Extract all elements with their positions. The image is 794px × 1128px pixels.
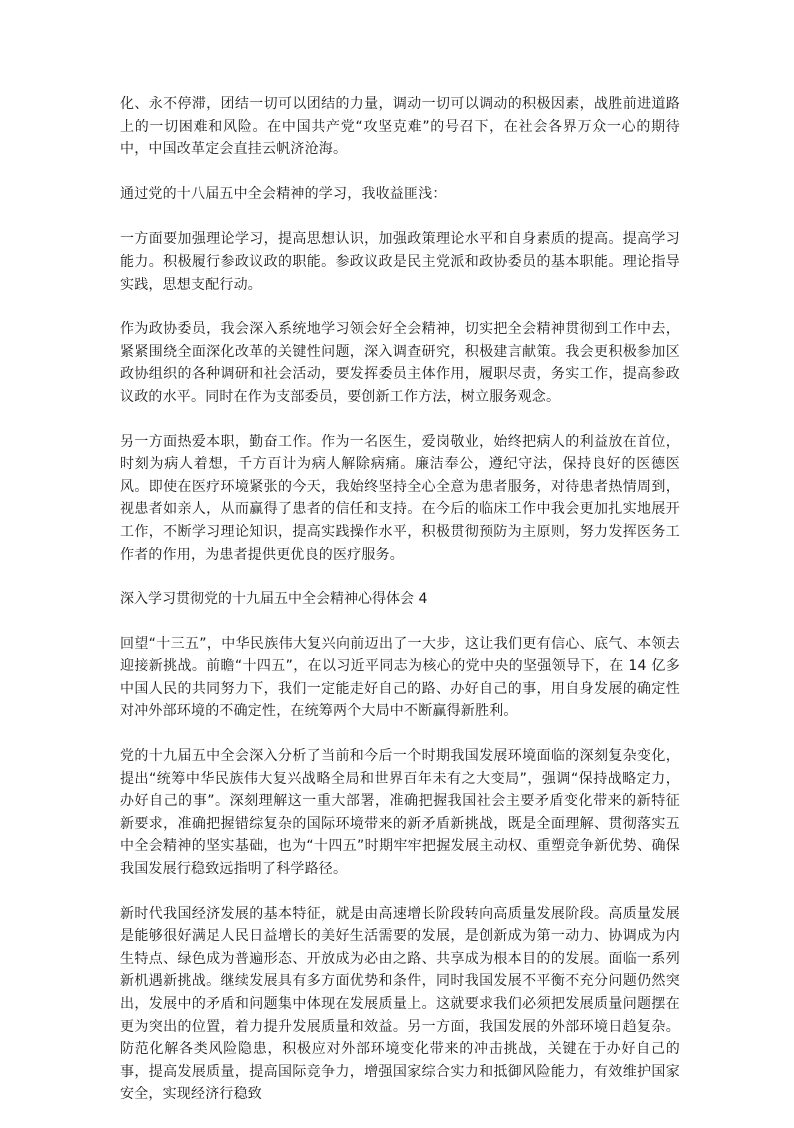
paragraph-8: 新时代我国经济发展的基本特征，就是由高速增长阶段转向高质量发展阶段。高质量发展是能够很好满足人民日益增长的美好生活需要的发展，是创新成为第一动力、协调成为内生特点、绿色成为普遍形态、开放成为必由之路、共享成为根本目的的发展。面临一系列新机遇新挑战。继续发展具有多方面优势和条件，同时我国发展不平衡不充分问题仍然突出，发展中的矛盾和问题集中体现在发展质量上。这就要求我们必须把发展质量问题摆在更为突出的位置，着力提升发展质量和效益。另一方面，我国发展的外部环境日趋复杂。防范化解各类风险隐患，积极应对外部环境变化带来的冲击挑战，关键在于办好自己的事，提高发展质量，提高国际竞争力，增强国家综合实力和抵御风险能力，有效维护国家安全，实现经济行稳致: [120, 905, 680, 1103]
paragraph-2: 通过党的十八届五中全会精神的学习，我收益匪浅：: [120, 185, 447, 202]
paragraph-4: 作为政协委员，我会深入系统地学习领会好全会精神，切实把全会精神贯彻到工作中去，紧紧围绕全面深化改革的关键性问题，深入调查研究，积极建言献策。我会更积极参加区政协组织的各种调研和社会活动，要发挥委员主体作用，履职尽责，务实工作，提高参政议政的水平。同时在作为支部委员，要创新工作方法，树立服务观念。: [120, 321, 680, 405]
paragraph-1: 化、永不停滞，团结一切可以团结的力量，调动一切可以调动的积极因素，战胜前进道路上的一切困难和风险。在中国共产党“攻坚克难”的号召下，在社会各界万众一心的期待中，中国改革定会直挂云帆济沧海。: [120, 96, 680, 158]
section-heading: 深入学习贯彻党的十九届五中全会精神心得体会 4: [120, 591, 428, 608]
paragraph-3: 一方面要加强理论学习，提高思想认识，加强政策理论水平和自身素质的提高。提高学习能力。积极履行参政议政的职能。参政议政是民主党派和政协委员的基本职能。理论指导实践，思想支配行动。: [120, 231, 680, 293]
document-body: [120, 93, 680, 1128]
paragraph-5: 另一方面热爱本职，勤奋工作。作为一名医生，爱岗敬业，始终把病人的利益放在首位，时刻为病人着想，千方百计为病人解除病痛。廉洁奉公，遵纪守法，保持良好的医德医风。即使在医疗环境紧张的今天，我始终坚持全心全意为患者服务，对待患者热情周到，视患者如亲人，从而赢得了患者的信任和支持。在今后的临床工作中我会更加扎实地展开工作，不断学习理论知识，提高实践操作水平，积极贯彻预防为主原则，努力发挥医务工作者的作用，为患者提供更优良的医疗服务。: [120, 433, 680, 563]
paragraph-6: 回望“十三五”，中华民族伟大复兴向前迈出了一大步，这让我们更有信心、底气、本领去迎接新挑战。前瞻“十四五”，在以习近平同志为核心的党中央的坚强领导下，在 14 亿多中国人民的共同努力下，我们一定能走好自己的路、办好自己的事，用自身发展的确定性对冲外部环境的不确定性，在统筹两个大局中不断赢得新胜利。: [120, 635, 680, 720]
paragraph-7: 党的十九届五中全会深入分析了当前和今后一个时期我国发展环境面临的深刻复杂变化，提出“统筹中华民族伟大复兴战略全局和世界百年未有之大变局”，强调“保持战略定力，办好自己的事”。深刻理解这一重大部署，准确把握我国社会主要矛盾变化带来的新特征新要求，准确把握错综复杂的国际环境带来的新矛盾新挑战，既是全面理解、贯彻落实五中全会精神的坚实基础，也为“十四五”时期牢牢把握发展主动权、重塑竞争新优势、确保我国发展行稳致远指明了科学路径。: [120, 748, 680, 878]
